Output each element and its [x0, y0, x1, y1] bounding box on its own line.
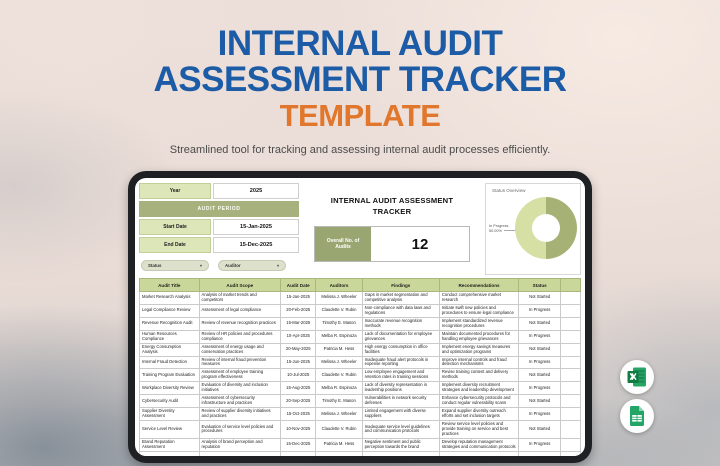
- column-header[interactable]: Audit Scope: [199, 279, 281, 292]
- table-cell[interactable]: 10-Apr-2025: [281, 330, 316, 343]
- table-cell[interactable]: Workplace Diversity Review: [140, 382, 200, 395]
- donut-callout-line1: In Progress: [489, 224, 509, 228]
- table-cell[interactable]: Revenue Recognition Audit: [140, 317, 200, 330]
- table-cell[interactable]: Timothy E. Mason: [316, 317, 362, 330]
- table-cell[interactable]: Cybersecurity Audit: [140, 395, 200, 408]
- table-cell[interactable]: 10-Jul-2025: [281, 369, 316, 382]
- table-cell[interactable]: In Progress: [519, 382, 561, 395]
- table-cell[interactable]: 15-Aug-2025: [281, 382, 316, 395]
- table-row: [140, 292, 581, 305]
- status-overview-card: [485, 183, 581, 275]
- table-cell[interactable]: Not Started: [519, 395, 561, 408]
- table-cell[interactable]: 15-Jun-2025: [281, 356, 316, 369]
- table-cell[interactable]: Develop reputation management strategies and communication protocols: [439, 438, 518, 451]
- table-cell[interactable]: Claudette V. Rubin: [316, 421, 362, 439]
- table-cell[interactable]: Service Level Review: [140, 421, 200, 439]
- table-cell[interactable]: Claudette V. Rubin: [316, 369, 362, 382]
- table-cell[interactable]: [561, 317, 581, 330]
- table-row: [140, 356, 581, 369]
- table-cell[interactable]: In Progress: [519, 304, 561, 317]
- table-cell[interactable]: [561, 343, 581, 356]
- table-cell[interactable]: 10-Nov-2025: [281, 421, 316, 439]
- table-cell[interactable]: In Progress: [519, 330, 561, 343]
- table-cell[interactable]: 15-Dec-2025: [281, 438, 316, 451]
- table-cell[interactable]: Melissa J. Wheeler: [316, 356, 362, 369]
- page-subtitle: Streamlined tool for tracking and assessing internal audit processes efficiently.: [169, 143, 551, 156]
- table-cell[interactable]: [561, 395, 581, 408]
- table-cell[interactable]: [519, 451, 561, 456]
- donut-callout-line2: 50.00%: [489, 228, 502, 233]
- table-row: [140, 421, 581, 439]
- table-row: [140, 395, 581, 408]
- table-cell[interactable]: 15-Jan-2025: [281, 292, 316, 305]
- start-date-label: Start Date: [139, 219, 211, 235]
- table-cell[interactable]: 20-Sep-2025: [281, 395, 316, 408]
- table-cell[interactable]: Inadequate fraud alert protocols in expense reporting: [362, 356, 439, 369]
- table-cell[interactable]: Not Started: [519, 317, 561, 330]
- table-cell[interactable]: Revise training content and delivery methods: [439, 369, 518, 382]
- table-cell[interactable]: Non-compliance with data laws and regulations: [362, 304, 439, 317]
- table-cell[interactable]: Assessment of legal compliance: [199, 304, 281, 317]
- start-date-value-cell[interactable]: 15-Jan-2025: [213, 219, 299, 235]
- table-cell[interactable]: [140, 451, 200, 456]
- table-cell[interactable]: Legal Compliance Review: [140, 304, 200, 317]
- table-cell[interactable]: [561, 304, 581, 317]
- table-cell[interactable]: Assessment of employee training program effectiveness: [199, 369, 281, 382]
- column-header[interactable]: Audit Title: [140, 279, 200, 292]
- table-cell[interactable]: Not Started: [519, 343, 561, 356]
- overall-audits-label: Overall No. of Audits: [315, 227, 371, 261]
- table-cell[interactable]: Low employee engagement and retention rates in training sessions: [362, 369, 439, 382]
- sheet-title: INTERNAL AUDIT ASSESSMENT TRACKER: [330, 196, 454, 216]
- table-cell[interactable]: [561, 438, 581, 451]
- table-row: [140, 330, 581, 343]
- status-donut-chart: [515, 197, 577, 259]
- table-cell[interactable]: Supplier Diversity Assessment: [140, 408, 200, 421]
- year-value-cell[interactable]: 2025: [213, 183, 299, 199]
- column-header[interactable]: Auditors: [316, 279, 362, 292]
- table-cell[interactable]: Gaps in market segmentation and competitive analysis: [362, 292, 439, 305]
- table-cell[interactable]: Melissa J. Wheeler: [316, 408, 362, 421]
- chevron-down-icon: ▾: [276, 263, 279, 268]
- table-cell[interactable]: Negative sentiment and public perception towards the brand: [362, 438, 439, 451]
- table-cell[interactable]: High energy consumption in office facilities: [362, 343, 439, 356]
- table-cell[interactable]: 15-Mar-2025: [281, 317, 316, 330]
- table-cell[interactable]: Inaccurate revenue recognition methods: [362, 317, 439, 330]
- table-cell[interactable]: Improve internal controls and fraud detection mechanisms: [439, 356, 518, 369]
- table-cell[interactable]: 20-Feb-2025: [281, 304, 316, 317]
- table-cell[interactable]: Not Started: [519, 292, 561, 305]
- table-cell[interactable]: Maintain documented procedures for handling employee grievances: [439, 330, 518, 343]
- table-cell[interactable]: Lack of diversity representation in leadership positions: [362, 382, 439, 395]
- audit-table: [139, 278, 581, 456]
- page-title-line3: TEMPLATE: [279, 98, 441, 134]
- google-sheets-icon: [629, 406, 645, 426]
- table-cell[interactable]: [561, 369, 581, 382]
- table-cell[interactable]: Not Started: [519, 369, 561, 382]
- table-cell[interactable]: Review service level policies and provide training on service and best practices: [439, 421, 518, 439]
- table-cell[interactable]: [561, 421, 581, 439]
- audit-period-banner: AUDIT PERIOD: [139, 201, 299, 217]
- status-filter-label: Status: [148, 263, 162, 268]
- excel-format-badge: [620, 360, 654, 394]
- overall-audits-box: [314, 226, 470, 262]
- table-row: [140, 343, 581, 356]
- table-cell[interactable]: Initiate swift new policies and procedures to ensure legal compliance: [439, 304, 518, 317]
- table-cell[interactable]: [561, 330, 581, 343]
- table-cell[interactable]: Training Program Evaluation: [140, 369, 200, 382]
- table-cell[interactable]: [362, 451, 439, 456]
- table-cell[interactable]: Evaluation of diversity and inclusion initiatives: [199, 382, 281, 395]
- audit-period-panel: [139, 183, 299, 275]
- table-cell[interactable]: Timothy E. Mason: [316, 395, 362, 408]
- table-cell[interactable]: Review of supplier diversity initiatives and practices: [199, 408, 281, 421]
- column-header[interactable]: Audit Date: [281, 279, 316, 292]
- year-label: Year: [139, 183, 211, 199]
- table-cell[interactable]: In Progress: [519, 356, 561, 369]
- table-row: [140, 304, 581, 317]
- end-date-label: End Date: [139, 237, 211, 253]
- table-cell[interactable]: [561, 356, 581, 369]
- table-cell[interactable]: Brand Reputation Assessment: [140, 438, 200, 451]
- column-header[interactable]: Status: [519, 279, 561, 292]
- table-cell[interactable]: [561, 382, 581, 395]
- excel-icon: [627, 367, 647, 387]
- table-cell[interactable]: Analysis of market trends and competitors: [199, 292, 281, 305]
- table-cell[interactable]: Melissa J. Wheeler: [316, 292, 362, 305]
- end-date-value-cell[interactable]: 15-Dec-2025: [213, 237, 299, 253]
- table-cell[interactable]: Implement energy savings measures and optimization programs: [439, 343, 518, 356]
- table-cell[interactable]: [199, 451, 281, 456]
- table-cell[interactable]: [561, 408, 581, 421]
- table-cell[interactable]: Implement standardized revenue recognition procedures: [439, 317, 518, 330]
- table-cell[interactable]: Vulnerabilities in network security defenses: [362, 395, 439, 408]
- table-cell[interactable]: Melba R. Espinoza: [316, 330, 362, 343]
- table-cell[interactable]: Evaluation of service level policies and procedures: [199, 421, 281, 439]
- table-cell[interactable]: In Progress: [519, 408, 561, 421]
- table-cell[interactable]: Claudette V. Rubin: [316, 304, 362, 317]
- empty-table-row: [140, 451, 581, 456]
- table-body: [140, 292, 581, 457]
- table-cell[interactable]: Patricia M. Hess: [316, 438, 362, 451]
- table-cell[interactable]: Assessment of energy usage and conservation practices: [199, 343, 281, 356]
- chevron-down-icon: ▾: [199, 263, 202, 268]
- sheet-topbar: [139, 183, 581, 275]
- table-cell[interactable]: Assessment of cybersecurity infrastructure and practices: [199, 395, 281, 408]
- table-cell[interactable]: Not Started: [519, 421, 561, 439]
- table-cell[interactable]: Conduct comprehensive market research: [439, 292, 518, 305]
- donut-callout-label: [489, 224, 508, 234]
- page-title-line2: ASSESSMENT TRACKER: [153, 59, 567, 99]
- table-header-row: [140, 279, 581, 292]
- column-header[interactable]: Findings: [362, 279, 439, 292]
- table-cell[interactable]: Review of HR policies and procedures compliance: [199, 330, 281, 343]
- table-cell[interactable]: Limited engagement with diverse suppliers: [362, 408, 439, 421]
- table-cell[interactable]: [561, 292, 581, 305]
- table-cell[interactable]: Expand supplier diversity outreach efforts and set inclusion targets: [439, 408, 518, 421]
- table-cell[interactable]: Review of revenue recognition practices: [199, 317, 281, 330]
- table-cell[interactable]: 20-May-2025: [281, 343, 316, 356]
- table-cell[interactable]: In Progress: [519, 438, 561, 451]
- sheet-title-panel: [304, 183, 480, 275]
- table-cell[interactable]: [439, 451, 518, 456]
- table-cell[interactable]: Enhance cybersecurity protocols and conduct regular vulnerability scans: [439, 395, 518, 408]
- table-cell[interactable]: Patricia M. Hess: [316, 343, 362, 356]
- tablet-frame: [128, 171, 592, 463]
- table-cell[interactable]: Market Research Analysis: [140, 292, 200, 305]
- spreadsheet-screen: [135, 178, 585, 456]
- table-cell[interactable]: Analysis of brand perception and reputation: [199, 438, 281, 451]
- table-cell[interactable]: Energy Consumption Analysis: [140, 343, 200, 356]
- table-cell[interactable]: Internal Fraud Detection: [140, 356, 200, 369]
- table-row: [140, 382, 581, 395]
- page-title-line1: INTERNAL AUDIT: [217, 24, 503, 63]
- status-overview-title: Status Overview: [492, 188, 526, 193]
- table-row: [140, 317, 581, 330]
- column-header-clipped: [561, 279, 581, 292]
- table-cell[interactable]: [316, 451, 362, 456]
- table-row: [140, 369, 581, 382]
- status-filter-dropdown[interactable]: [141, 260, 209, 271]
- table-cell[interactable]: 15-Oct-2025: [281, 408, 316, 421]
- table-cell[interactable]: Melba R. Espinoza: [316, 382, 362, 395]
- table-cell[interactable]: Lack of documentation for employee grievances: [362, 330, 439, 343]
- table-row: [140, 408, 581, 421]
- auditor-filter-dropdown[interactable]: [218, 260, 286, 271]
- table-row: [140, 438, 581, 451]
- google-sheets-format-badge: [620, 399, 654, 433]
- overall-audits-value-cell[interactable]: 12: [371, 227, 469, 261]
- table-cell[interactable]: Human Resources Compliance: [140, 330, 200, 343]
- column-header[interactable]: Recommendations: [439, 279, 518, 292]
- table-cell[interactable]: [561, 451, 581, 456]
- auditor-filter-label: Auditor: [225, 263, 241, 268]
- table-cell[interactable]: [281, 451, 316, 456]
- table-cell[interactable]: Inadequate service level guidelines and communication protocols: [362, 421, 439, 439]
- promo-header: [0, 26, 720, 156]
- table-cell[interactable]: Implement diversity recruitment strategies and leadership development: [439, 382, 518, 395]
- table-cell[interactable]: Review of internal fraud prevention measures: [199, 356, 281, 369]
